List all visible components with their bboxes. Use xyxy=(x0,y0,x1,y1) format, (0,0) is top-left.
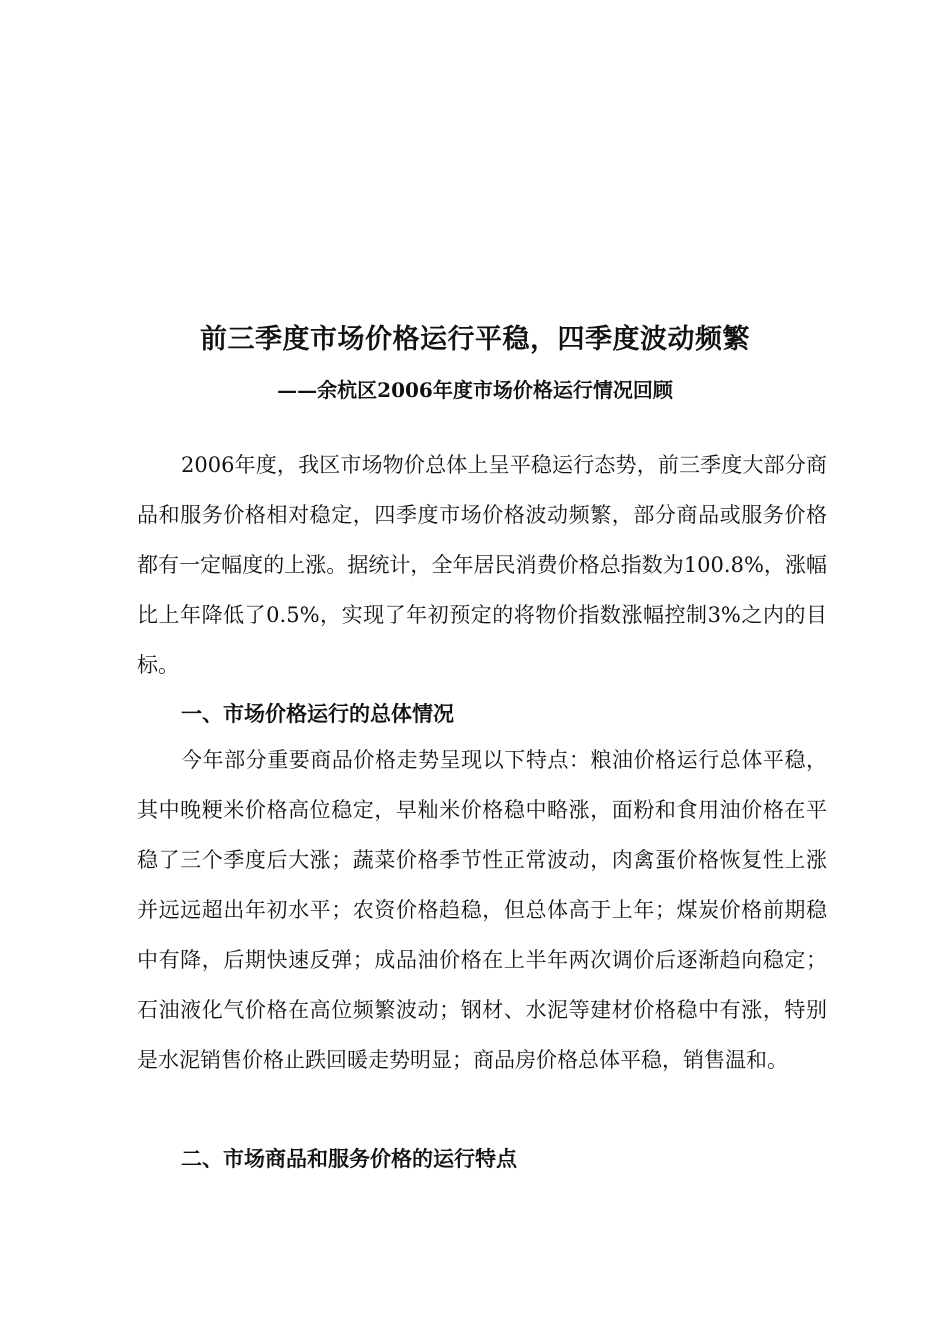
section-heading-1: 一、市场价格运行的总体情况 xyxy=(181,701,454,726)
document-title: 前三季度市场价格运行平稳，四季度波动频繁 xyxy=(200,324,750,355)
section-heading-2: 二、市场商品和服务价格的运行特点 xyxy=(181,1146,517,1171)
body-paragraph-1: 2006年度，我区市场物价总体上呈平稳运行态势，前三季度大部分商品和服务价格相对稳定，四季度市场价格波动频繁，部分商品或服务价格都有一定幅度的上涨。据统计，全年居民消费价格总指数为100.8%，涨幅比上年降低了0.5%，实现了年初预定的将物价指数涨幅控制3%之内的目标。 xyxy=(137,453,827,677)
document-subtitle: ——余杭区2006年度市场价格运行情况回顾 xyxy=(277,378,673,402)
body-paragraph-2: 今年部分重要商品价格走势呈现以下特点：粮油价格运行总体平稳，其中晚粳米价格高位稳定，早籼米价格稳中略涨，面粉和食用油价格在平稳了三个季度后大涨；蔬菜价格季节性正常波动，肉禽蛋价格恢复性上涨并远远超出年初水平；农资价格趋稳，但总体高于上年；煤炭价格前期稳中有降，后期快速反弹；成品油价格在上半年两次调价后逐渐趋向稳定；石油液化气价格在高位频繁波动；钢材、水泥等建材价格稳中有涨，特别是水泥销售价格止跌回暖走势明显；商品房价格总体平稳，销售温和。 xyxy=(137,748,827,1072)
